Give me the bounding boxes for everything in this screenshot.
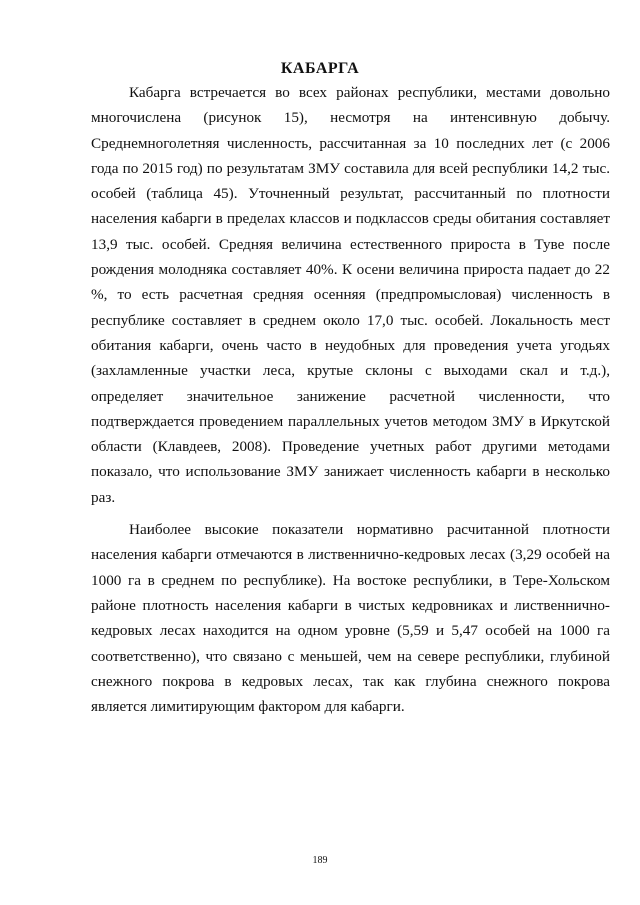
section-title: КАБАРГА	[280, 60, 360, 77]
paragraph-2: Наиболее высокие показатели нормативно расчитанной плотности населения кабарги отмечаются в лиственнично-кедровых лесах (3,29 особей на 1000 га в среднем по республике). На востоке республики, в Тере-Хольском районе плотность населения кабарги в чистых кедровниках и лиственнично-кедровых лесах находится на одном уровне (5,59 и 5,47 особей на 1000 га соответственно), что связано с меньшей, чем на севере республики, глубиной снежного покрова в кедровых лесах, так как глубина снежного покрова является лимитирующим фактором для кабарги.	[91, 521, 610, 716]
body-text	[91, 80, 610, 719]
page-number: 189	[312, 855, 328, 866]
paragraph-1: Кабарга встречается во всех районах республики, местами довольно многочислена (рисунок 15), несмотря на интенсивную добычу. Среднемноголетняя численность, рассчитанная за 10 последних лет (с 2006 года по 2015 год) по результатам ЗМУ составила для всей республики 14,2 тыс. особей (таблица 45). Уточненный результат, рассчитанный по плотности населения кабарги в пределах классов и подклассов среды обитания составляет 13,9 тыс. особей. Средняя величина естественного прироста в Туве после рождения молодняка составляет 40%. К осени величина прироста падает до 22 %, то есть расчетная средняя осенняя (предпромысловая) численность в республике составляет в среднем около 17,0 тыс. особей. Локальность мест обитания кабарги, очень часто в неудобных для проведения учета угодьях (захламленные участки леса, крутые склоны с выходами скал и т.д.), определяет значительное занижение расчетной численности, что подтверждается проведением параллельных учетов методом ЗМУ в Иркутской области (Клавдеев, 2008). Проведение учетных работ другими методами показало, что использование ЗМУ занижает численность кабарги в несколько раз.	[91, 84, 610, 506]
